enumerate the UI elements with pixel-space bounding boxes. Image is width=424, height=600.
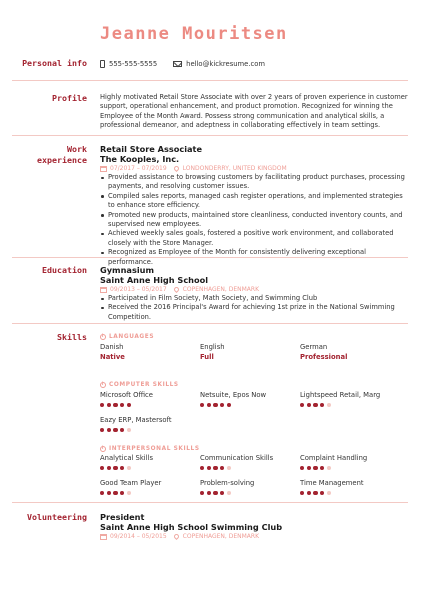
- rating-dot-filled: [213, 403, 217, 407]
- location-pin-icon: [173, 165, 180, 172]
- rating-dot-filled: [100, 466, 104, 470]
- rating-dot-filled: [220, 491, 224, 495]
- rating-dot-filled: [113, 491, 117, 495]
- education-bullets: [100, 294, 408, 322]
- rating-dot-filled: [200, 466, 204, 470]
- computer-skills-grid: [100, 390, 408, 440]
- skill-name: Good Team Player: [100, 479, 162, 487]
- location-pin-icon: [173, 533, 180, 540]
- candidate-name: Jeanne Mouritsen: [100, 24, 288, 44]
- rating-dot-empty: [127, 491, 131, 495]
- rating-dot-filled: [207, 403, 211, 407]
- rating-dot-filled: [320, 466, 324, 470]
- work-experience-label: [12, 144, 87, 166]
- list-item: Promoted new products, maintained store cleanliness, conducted inventory counts, and supervised new employees.: [100, 211, 408, 230]
- skill-rating: [100, 400, 200, 410]
- computer-skills-title: COMPUTER SKILLS: [109, 381, 179, 388]
- rating-dot-empty: [327, 466, 331, 470]
- list-item: Recognized as Employee of the Month for consistently delivering exceptional performance.: [100, 248, 408, 267]
- contact-line: [100, 58, 408, 69]
- skill-name: Lightspeed Retail, Marg: [300, 391, 381, 399]
- skill-rating: [300, 488, 408, 498]
- language-name: English: [200, 343, 225, 351]
- rating-dot-filled: [313, 491, 317, 495]
- skill-name: Problem-solving: [200, 479, 255, 487]
- skill-rating: [200, 488, 300, 498]
- interpersonal-skills-grid: [100, 453, 408, 503]
- language-level: Professional: [300, 353, 348, 361]
- rating-dot-empty: [127, 466, 131, 470]
- rating-dot-filled: [300, 403, 304, 407]
- rating-dot-filled: [313, 466, 317, 470]
- skill-rating: [100, 488, 200, 498]
- rating-dot-filled: [113, 466, 117, 470]
- location-pin-icon: [173, 286, 180, 293]
- skill-item: [100, 453, 200, 478]
- rating-dot-filled: [320, 403, 324, 407]
- rating-dot-filled: [320, 491, 324, 495]
- personal-info-label: Personal info: [22, 58, 87, 68]
- languages-grid: [100, 342, 408, 367]
- rating-dot-filled: [213, 466, 217, 470]
- skill-name: Complaint Handling: [300, 454, 368, 462]
- rating-dot-filled: [113, 403, 117, 407]
- phone-number: 555-555-5555: [109, 59, 158, 68]
- skill-name: Netsuite, Epos Now: [200, 391, 267, 399]
- language-name: Danish: [100, 343, 124, 351]
- rating-dot-filled: [120, 403, 124, 407]
- skill-name: Analytical Skills: [100, 454, 153, 462]
- skill-name: Microsoft Office: [100, 391, 153, 399]
- interpersonal-skills-title: INTERPERSONAL SKILLS: [109, 445, 200, 452]
- list-item: Compiled sales reports, managed cash register operations, and implemented strategies to enhance store efficiency.: [100, 192, 408, 211]
- work-experience-label-line-1: Work: [67, 144, 87, 154]
- rating-dot-filled: [200, 403, 204, 407]
- rating-dot-filled: [127, 403, 131, 407]
- rating-dot-filled: [220, 466, 224, 470]
- volunteering-label: Volunteering: [27, 512, 87, 522]
- language-name: German: [300, 343, 328, 351]
- rating-dot-filled: [207, 491, 211, 495]
- skill-rating: [100, 463, 200, 473]
- rating-dot-filled: [100, 491, 104, 495]
- rating-dot-filled: [300, 466, 304, 470]
- skill-item: [200, 390, 300, 415]
- rating-dot-filled: [200, 491, 204, 495]
- job-meta: [100, 164, 408, 173]
- skill-rating: [200, 463, 300, 473]
- skill-rating: [300, 400, 408, 410]
- rating-dot-filled: [207, 466, 211, 470]
- skill-item: [100, 478, 200, 503]
- rating-dot-filled: [307, 466, 311, 470]
- skill-item: [100, 415, 200, 440]
- mail-icon: [173, 61, 182, 67]
- skill-name: Time Management: [300, 479, 364, 487]
- work-experience-label-line-2: experience: [37, 155, 87, 165]
- degree: Gymnasium: [100, 265, 154, 275]
- interpersonal-skills-heading: [100, 444, 408, 453]
- divider: [12, 135, 408, 136]
- divider: [12, 257, 408, 258]
- rating-dot-empty: [327, 491, 331, 495]
- rating-dot-filled: [107, 428, 111, 432]
- education-meta: [100, 285, 408, 294]
- phone-icon: [100, 60, 105, 68]
- computer-skills-heading: [100, 380, 408, 389]
- language-level: Full: [200, 353, 214, 361]
- profile-summary: Highly motivated Retail Store Associate with over 2 years of proven experience in customer support, operational enhancement, and product promotion. Recognized for winning the Employee of the Month Award. Possess strong communication and analytical skills, a professional demeanor, and adeptness in collaborating effectively in team settings.: [100, 93, 408, 130]
- calendar-icon: [100, 287, 107, 293]
- rating-dot-filled: [307, 491, 311, 495]
- skill-rating: [200, 400, 300, 410]
- education-label: Education: [42, 265, 87, 275]
- language-item: [300, 342, 408, 367]
- school-name: Saint Anne High School: [100, 275, 209, 285]
- rating-dot-filled: [107, 491, 111, 495]
- divider: [12, 80, 408, 81]
- language-item: [100, 342, 200, 367]
- skill-item: [200, 453, 300, 478]
- rating-dot-filled: [100, 403, 104, 407]
- languages-title: LANGUAGES: [109, 333, 155, 340]
- rating-dot-filled: [107, 403, 111, 407]
- education-dates: 09/2013 – 05/2017: [110, 286, 167, 293]
- skill-item: [100, 390, 200, 415]
- calendar-icon: [100, 166, 107, 172]
- rating-dot-empty: [227, 491, 231, 495]
- list-item: Received the 2016 Principal's Award for achieving 1st prize in the National Swimming Competition.: [100, 303, 408, 322]
- rating-dot-filled: [213, 491, 217, 495]
- job-dates: 07/2017 – 07/2019: [110, 165, 167, 172]
- rating-dot-filled: [120, 466, 124, 470]
- language-item: [200, 342, 300, 367]
- volunteering-dates: 09/2014 – 05/2015: [110, 533, 167, 540]
- skill-name: Communication Skills: [200, 454, 274, 462]
- rating-dot-filled: [220, 403, 224, 407]
- job-title: Retail Store Associate: [100, 144, 202, 154]
- rating-dot-filled: [307, 403, 311, 407]
- volunteering-location: COPENHAGEN, DENMARK: [182, 533, 260, 540]
- divider: [12, 502, 408, 503]
- volunteering-meta: [100, 532, 408, 541]
- job-bullets: [100, 173, 408, 267]
- info-icon: i: [101, 381, 105, 387]
- skill-item: [300, 453, 408, 478]
- education-location: COPENHAGEN, DENMARK: [182, 286, 260, 293]
- skill-item: [200, 478, 300, 503]
- profile-label: Profile: [52, 93, 87, 103]
- divider: [12, 323, 408, 324]
- rating-dot-filled: [113, 428, 117, 432]
- rating-dot-empty: [327, 403, 331, 407]
- email-address[interactable]: hello@kickresume.com: [186, 59, 266, 68]
- rating-dot-empty: [127, 428, 131, 432]
- rating-dot-filled: [300, 491, 304, 495]
- skill-rating: [100, 425, 200, 435]
- skill-item: [300, 478, 408, 503]
- rating-dot-filled: [120, 491, 124, 495]
- info-icon: i: [101, 333, 105, 339]
- calendar-icon: [100, 534, 107, 540]
- skill-name: Eazy ERP, Mastersoft: [100, 416, 172, 424]
- rating-dot-filled: [313, 403, 317, 407]
- volunteer-role: President: [100, 512, 145, 522]
- rating-dot-empty: [227, 466, 231, 470]
- rating-dot-filled: [100, 428, 104, 432]
- list-item: Participated in Film Society, Math Society, and Swimming Club: [100, 294, 408, 303]
- language-level: Native: [100, 353, 125, 361]
- rating-dot-filled: [120, 428, 124, 432]
- rating-dot-filled: [107, 466, 111, 470]
- rating-dot-filled: [227, 403, 231, 407]
- languages-heading: [100, 332, 408, 341]
- list-item: Achieved weekly sales goals, fostered a positive work environment, and collaborated closely with the Store Manager.: [100, 229, 408, 248]
- job-location: LONDONDERRY, UNITED KINGDOM: [182, 165, 287, 172]
- skill-rating: [300, 463, 408, 473]
- volunteer-organization: Saint Anne High School Swimming Club: [100, 522, 283, 532]
- skills-label: Skills: [57, 332, 87, 342]
- info-icon: i: [101, 445, 105, 451]
- skill-item: [300, 390, 408, 415]
- list-item: Provided assistance to browsing customers by facilitating product purchases, processing payments, and resolving customer issues.: [100, 173, 408, 192]
- company-name: The Kooples, Inc.: [100, 154, 180, 164]
